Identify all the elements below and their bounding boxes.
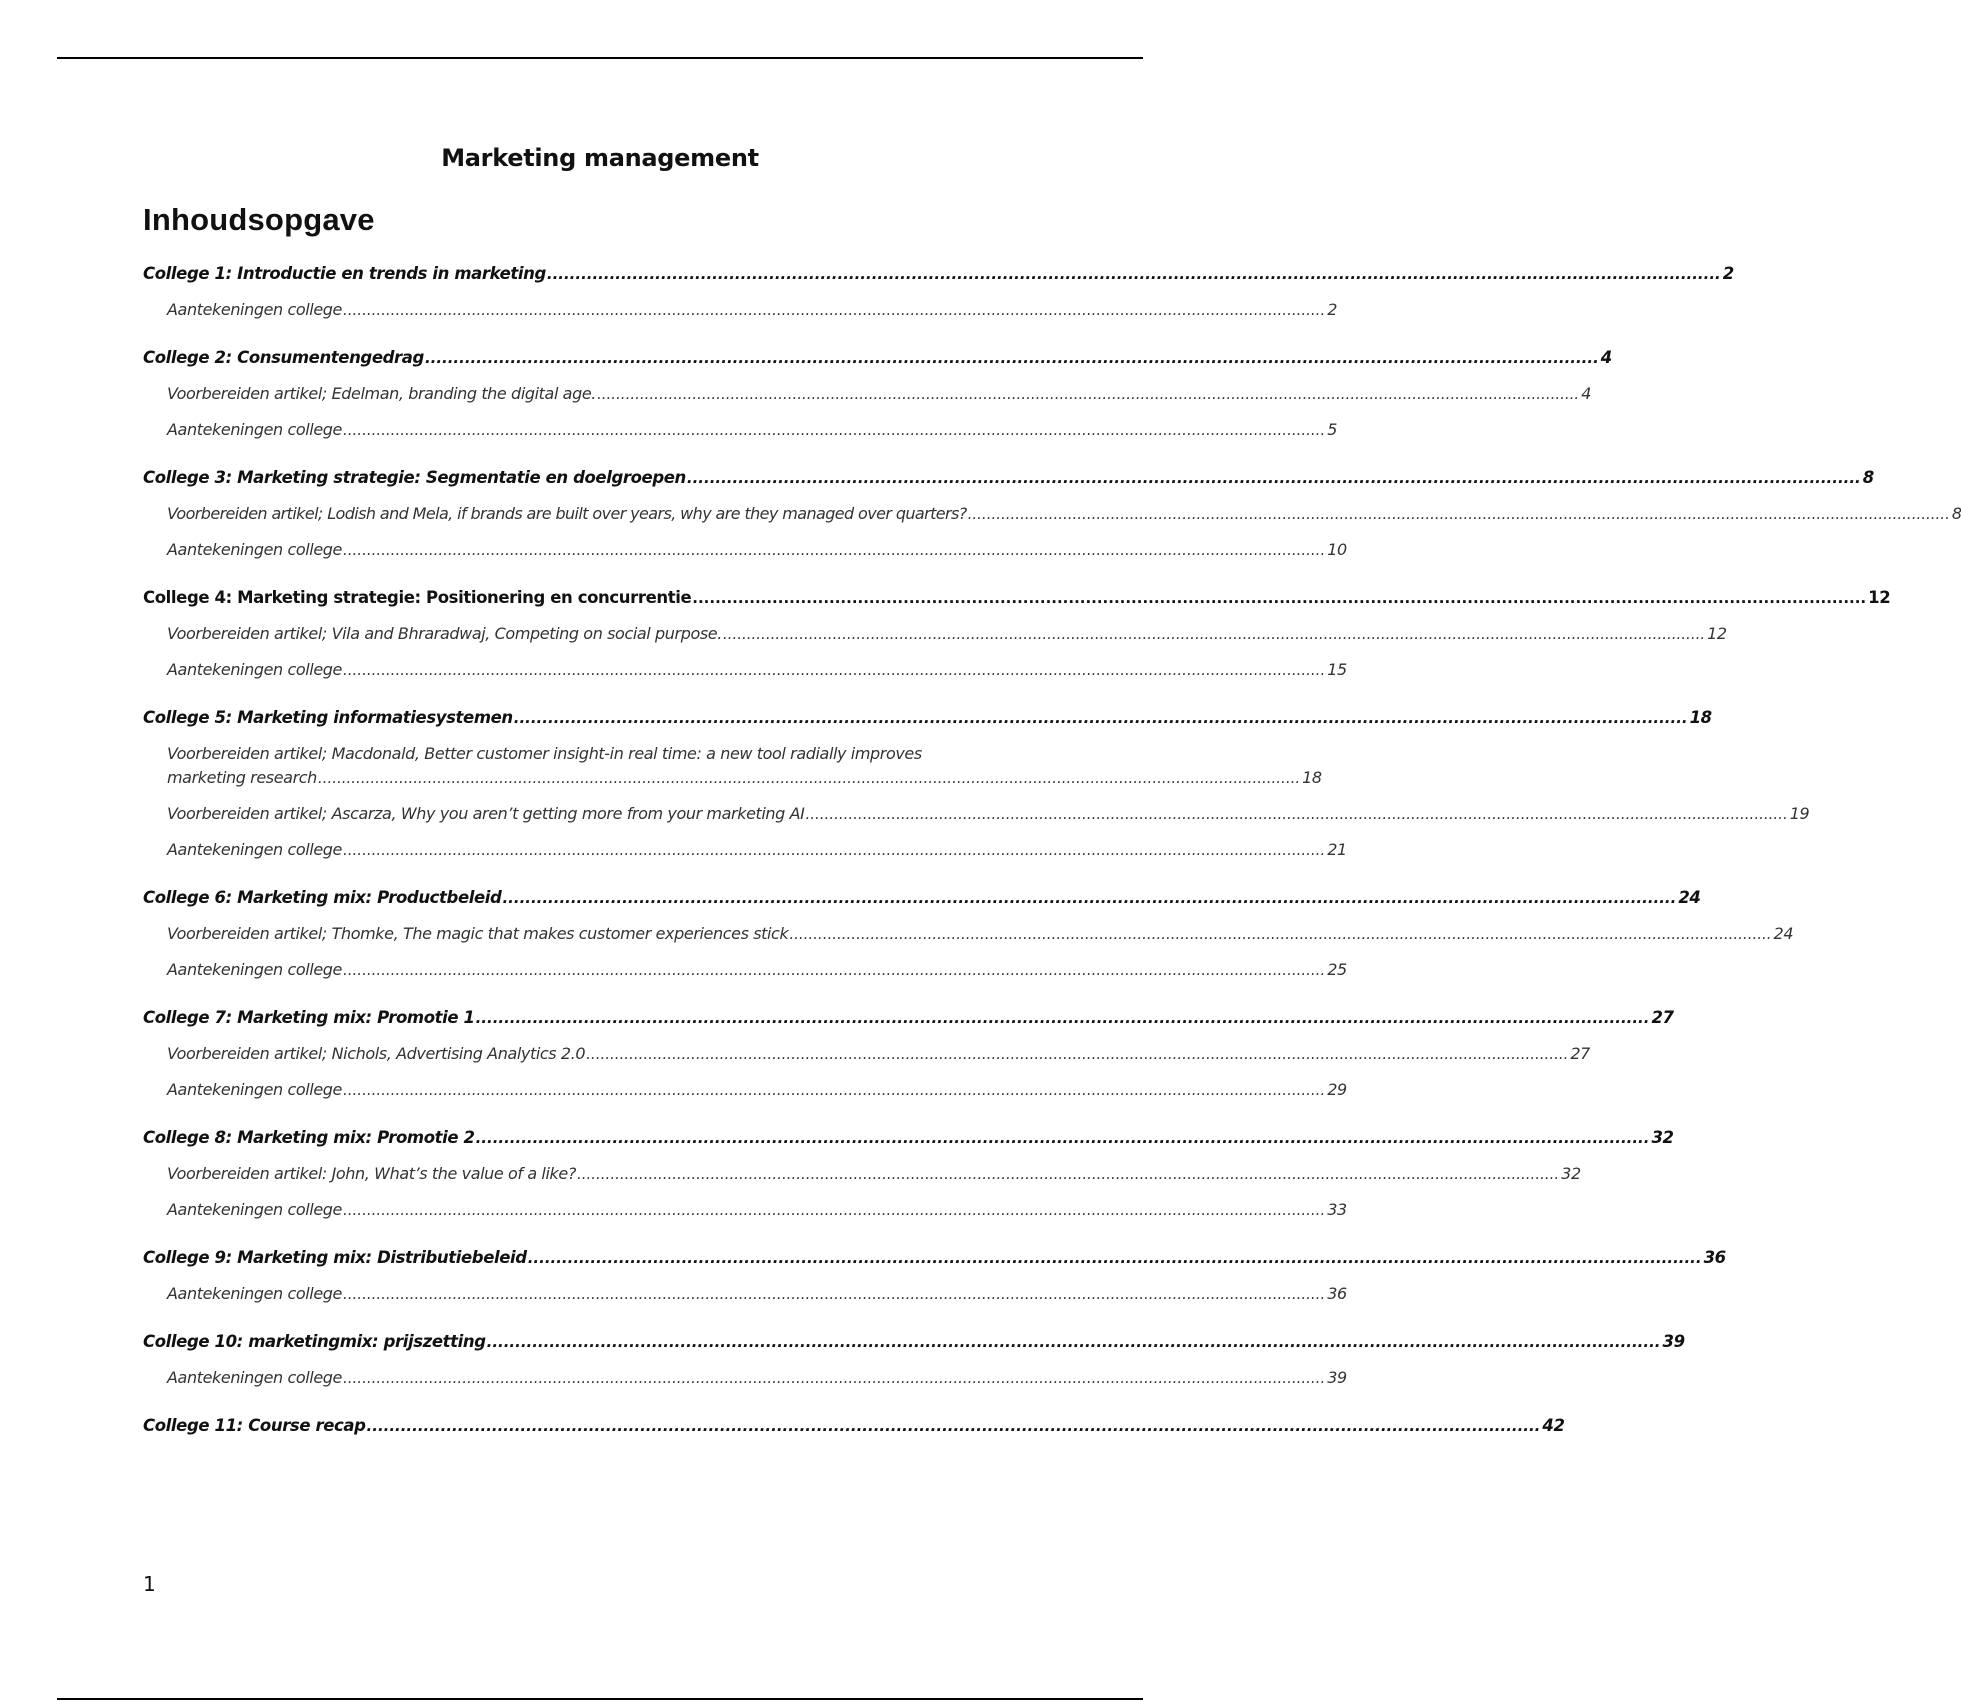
toc-entry-college-7-artikel[interactable] (143, 1044, 1590, 1068)
toc-page-number: 10 (1327, 540, 1347, 559)
document-title: Marketing management (441, 144, 759, 172)
toc-entry-text: College 5: Marketing informatiesystemen (143, 708, 513, 727)
dot-leader: .............................................................................................................................................................................................................. (343, 541, 1326, 559)
toc-page-number: 2 (1722, 264, 1734, 283)
toc-entry-college-6-artikel[interactable] (143, 924, 1794, 948)
toc-entry-text: Aantekeningen college (167, 960, 342, 979)
toc-entry-college-7-aantekeningen[interactable] (143, 1080, 1347, 1104)
dot-leader: .............................................................................................................................................................................................................. (527, 1249, 1702, 1267)
dot-leader: .............................................................................................................................................................................................................. (502, 889, 1677, 907)
toc-entry-college-3-artikel[interactable] (143, 504, 1961, 528)
toc-entry-text: Aantekeningen college (167, 1368, 342, 1387)
dot-leader: .............................................................................................................................................................................................................. (343, 841, 1326, 859)
toc-page-number: 8 (1862, 468, 1874, 487)
dot-leader: .............................................................................................................................................................................................................. (686, 469, 1861, 487)
toc-entry-continuation (167, 768, 1322, 792)
toc-entry-text: College 4: Marketing strategie: Positionering en concurrentie (143, 588, 692, 607)
toc-page-number: 36 (1703, 1248, 1726, 1267)
toc-entry-college-3-aantekeningen[interactable] (143, 540, 1347, 564)
table-of-contents (143, 264, 1961, 1440)
dot-leader: .............................................................................................................................................................................................................. (366, 1417, 1541, 1435)
dot-leader: .............................................................................................................................................................................................................. (343, 1369, 1326, 1387)
toc-page-number: 32 (1561, 1164, 1581, 1183)
toc-page-number: 33 (1327, 1200, 1347, 1219)
page-number: 1 (143, 1572, 156, 1596)
toc-page-number: 27 (1651, 1008, 1674, 1027)
toc-entry-text: Voorbereiden artikel; Edelman, branding the digital age. (167, 384, 596, 403)
toc-entry-text: College 6: Marketing mix: Productbeleid (143, 888, 502, 907)
dot-leader: .............................................................................................................................................................................................................. (343, 961, 1326, 979)
toc-entry-college-7[interactable] (143, 1008, 1674, 1032)
toc-entry-college-11[interactable] (143, 1416, 1565, 1440)
dot-leader: .............................................................................................................................................................................................................. (596, 385, 1580, 403)
toc-entry-text: Aantekeningen college (167, 1200, 342, 1219)
toc-entry-text: College 11: Course recap (143, 1416, 366, 1435)
toc-page-number: 32 (1651, 1128, 1674, 1147)
toc-entry-college-1[interactable] (143, 264, 1734, 288)
toc-entry-college-8-aantekeningen[interactable] (143, 1200, 1347, 1224)
toc-entry-college-9[interactable] (143, 1248, 1726, 1272)
toc-page-number: 39 (1327, 1368, 1347, 1387)
toc-entry-college-3[interactable] (143, 468, 1874, 492)
dot-leader: .............................................................................................................................................................................................................. (967, 505, 1950, 523)
dot-leader: .............................................................................................................................................................................................................. (343, 1201, 1326, 1219)
toc-page-number: 25 (1327, 960, 1347, 979)
toc-entry-text: College 8: Marketing mix: Promotie 2 (143, 1128, 475, 1147)
dot-leader: .............................................................................................................................................................................................................. (424, 349, 1599, 367)
dot-leader: .............................................................................................................................................................................................................. (546, 265, 1721, 283)
toc-page-number: 19 (1789, 804, 1810, 823)
toc-entry-text: Voorbereiden artikel; Vila and Bhraradwaj, Competing on social purpose. (167, 624, 722, 643)
toc-page-number: 24 (1773, 924, 1794, 943)
toc-entry-text: Aantekeningen college (167, 300, 342, 319)
toc-entry-text: College 7: Marketing mix: Promotie 1 (143, 1008, 475, 1027)
toc-entry-text: Voorbereiden artikel; Thomke, The magic that makes customer experiences stick (167, 924, 789, 943)
toc-entry-text: College 2: Consumentengedrag (143, 348, 424, 367)
toc-page-number: 27 (1570, 1044, 1590, 1063)
toc-entry-text: Voorbereiden artikel; Lodish and Mela, if brands are built over years, why are they managed over quarters? (167, 504, 967, 523)
toc-entry-text: Aantekeningen college (167, 840, 342, 859)
dot-leader: .............................................................................................................................................................................................................. (586, 1045, 1569, 1063)
toc-entry-text: Voorbereiden artikel: John, What’s the value of a like? (167, 1164, 576, 1183)
toc-entry-college-5-artikel-macdonald[interactable] (143, 744, 1322, 792)
dot-leader: .............................................................................................................................................................................................................. (475, 1009, 1650, 1027)
toc-page-number: 42 (1542, 1416, 1565, 1435)
dot-leader: .............................................................................................................................................................................................................. (343, 1081, 1326, 1099)
toc-entry-text: Aantekeningen college (167, 420, 342, 439)
dot-leader: .............................................................................................................................................................................................................. (789, 925, 1772, 943)
toc-heading: Inhoudsopgave (143, 202, 375, 237)
toc-entry-college-8-artikel[interactable] (143, 1164, 1581, 1188)
toc-entry-text: Aantekeningen college (167, 1284, 342, 1303)
toc-entry-text: Aantekeningen college (167, 660, 342, 679)
toc-page-number: 24 (1678, 888, 1701, 907)
toc-entry-college-5-artikel-ascarza[interactable] (143, 804, 1810, 828)
toc-page-number: 18 (1689, 708, 1712, 727)
toc-entry-college-6[interactable] (143, 888, 1701, 912)
dot-leader: .............................................................................................................................................................................................................. (343, 1285, 1326, 1303)
toc-page-number: 12 (1868, 588, 1891, 607)
toc-entry-text: Aantekeningen college (167, 1080, 342, 1099)
toc-page-number: 8 (1951, 504, 1961, 523)
dot-leader: .............................................................................................................................................................................................................. (513, 709, 1688, 727)
toc-entry-text: College 3: Marketing strategie: Segmentatie en doelgroepen (143, 468, 686, 487)
toc-entry-college-1-aantekeningen[interactable] (143, 300, 1338, 324)
dot-leader: .............................................................................................................................................................................................................. (343, 301, 1326, 319)
toc-entry-college-10[interactable] (143, 1332, 1685, 1356)
dot-leader: .............................................................................................................................................................................................................. (576, 1165, 1560, 1183)
toc-entry-text: Voorbereiden artikel; Nichols, Advertising Analytics 2.0 (167, 1044, 586, 1063)
toc-entry-college-5[interactable] (143, 708, 1712, 732)
dot-leader: .............................................................................................................................................................................................................. (343, 661, 1326, 679)
toc-page-number: 18 (1302, 768, 1322, 787)
toc-entry-college-5-aantekeningen[interactable] (143, 840, 1347, 864)
dot-leader: .............................................................................................................................................................................................................. (692, 589, 1867, 607)
toc-entry-college-9-aantekeningen[interactable] (143, 1284, 1347, 1308)
toc-entry-college-4-artikel[interactable] (143, 624, 1727, 648)
toc-entry-college-4-aantekeningen[interactable] (143, 660, 1347, 684)
dot-leader: .............................................................................................................................................................................................................. (722, 625, 1706, 643)
toc-page-number: 39 (1662, 1332, 1685, 1351)
toc-page-number: 4 (1581, 384, 1591, 403)
toc-entry-college-2[interactable] (143, 348, 1612, 372)
toc-page-number: 2 (1327, 300, 1338, 319)
dot-leader: .............................................................................................................................................................................................................. (805, 805, 1788, 823)
dot-leader: .............................................................................................................................................................................................................. (343, 421, 1326, 439)
toc-page-number: 21 (1327, 840, 1347, 859)
toc-page-number: 15 (1327, 660, 1347, 679)
header-rule (57, 57, 1143, 59)
toc-entry-college-6-aantekeningen[interactable] (143, 960, 1347, 984)
dot-leader: .............................................................................................................................................................................................................. (475, 1129, 1650, 1147)
toc-page-number: 36 (1327, 1284, 1347, 1303)
dot-leader: .............................................................................................................................................................................................................. (317, 769, 1301, 787)
toc-entry-college-10-aantekeningen[interactable] (143, 1368, 1347, 1392)
toc-entry-text: Aantekeningen college (167, 540, 342, 559)
toc-entry-college-8[interactable] (143, 1128, 1674, 1152)
dot-leader: .............................................................................................................................................................................................................. (486, 1333, 1661, 1351)
toc-entry-text-line-2: marketing research (167, 768, 317, 787)
toc-entry-text: College 10: marketingmix: prijszetting (143, 1332, 486, 1351)
toc-entry-college-2-aantekeningen[interactable] (143, 420, 1338, 444)
toc-page-number: 5 (1327, 420, 1338, 439)
toc-entry-college-2-artikel[interactable] (143, 384, 1591, 408)
toc-entry-text: College 1: Introductie en trends in marketing (143, 264, 546, 283)
toc-page-number: 4 (1600, 348, 1612, 367)
toc-entry-text: Voorbereiden artikel; Ascarza, Why you aren’t getting more from your marketing AI (167, 804, 805, 823)
toc-page-number: 12 (1707, 624, 1727, 643)
toc-entry-text: College 9: Marketing mix: Distributiebeleid (143, 1248, 527, 1267)
toc-entry-text-line-1: Voorbereiden artikel; Macdonald, Better customer insight-in real time: a new tool radially improves (167, 744, 922, 763)
toc-page-number: 29 (1327, 1080, 1347, 1099)
toc-entry-college-4[interactable] (143, 588, 1891, 612)
